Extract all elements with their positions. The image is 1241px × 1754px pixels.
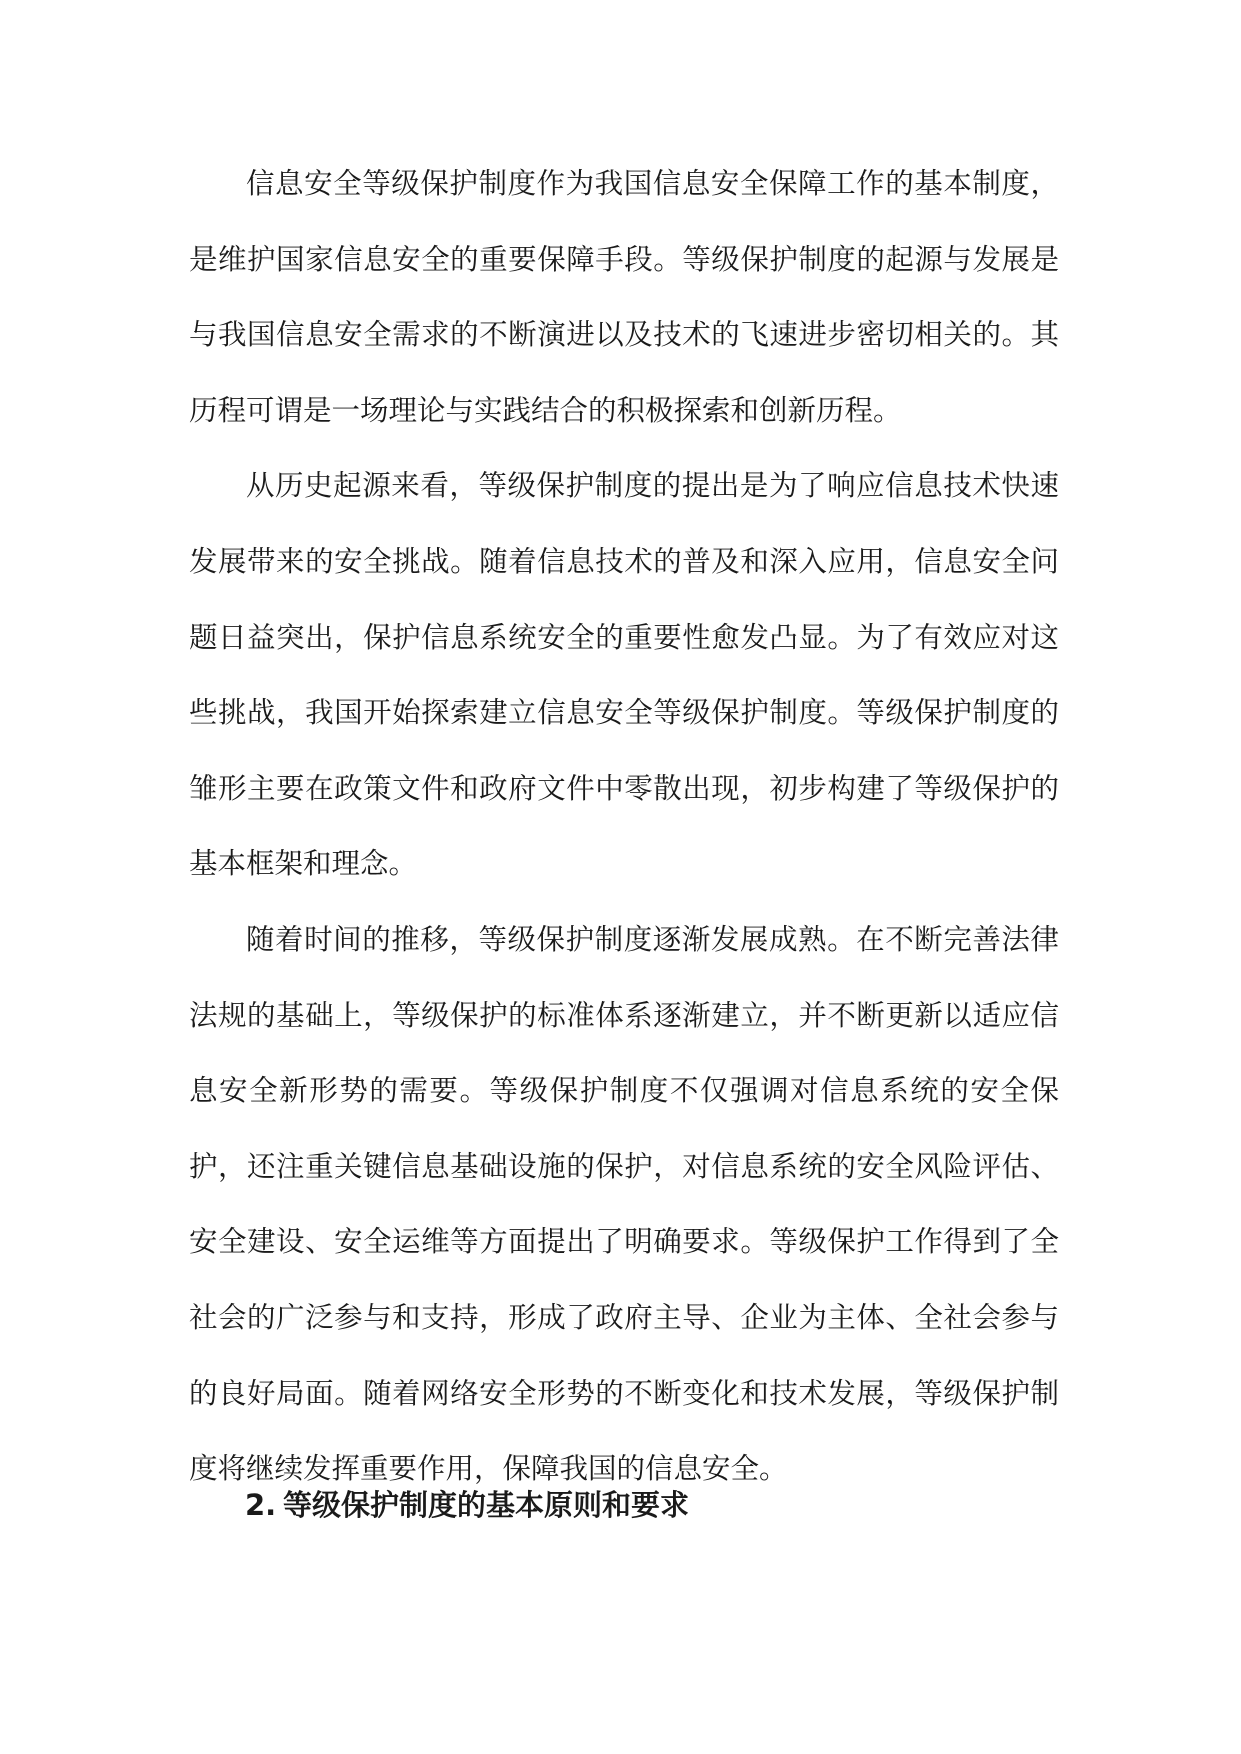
section-title: 等级保护制度的基本原则和要求: [283, 1488, 690, 1522]
section-number: 2.: [245, 1488, 277, 1522]
section-heading: [245, 1485, 1065, 1525]
body-text: [189, 146, 1059, 1507]
paragraph-origin-intro: 信息安全等级保护制度作为我国信息安全保障工作的基本制度，是维护国家信息安全的重要保障手段。等级保护制度的起源与发展是与我国信息安全需求的不断演进以及技术的飞速进步密切相关的。其历程可谓是一场理论与实践结合的积极探索和创新历程。: [189, 167, 1059, 427]
paragraph-development: 随着时间的推移，等级保护制度逐渐发展成熟。在不断完善法律法规的基础上，等级保护的标准体系逐渐建立，并不断更新以适应信息安全新形势的需要。等级保护制度不仅强调对信息系统的安全保护，还注重关键信息基础设施的保护，对信息系统的安全风险评估、安全建设、安全运维等方面提出了明确要求。等级保护工作得到了全社会的广泛参与和支持，形成了政府主导、企业为主体、全社会参与的良好局面。随着网络安全形势的不断变化和技术发展，等级保护制度将继续发挥重要作用，保障我国的信息安全。: [189, 922, 1059, 1486]
paragraph-historical-origin: 从历史起源来看，等级保护制度的提出是为了响应信息技术快速发展带来的安全挑战。随着信息技术的普及和深入应用，信息安全问题日益突出，保护信息系统安全的重要性愈发凸显。为了有效应对这些挑战，我国开始探索建立信息安全等级保护制度。等级保护制度的雏形主要在政策文件和政府文件中零散出现，初步构建了等级保护的基本框架和理念。: [189, 469, 1059, 881]
